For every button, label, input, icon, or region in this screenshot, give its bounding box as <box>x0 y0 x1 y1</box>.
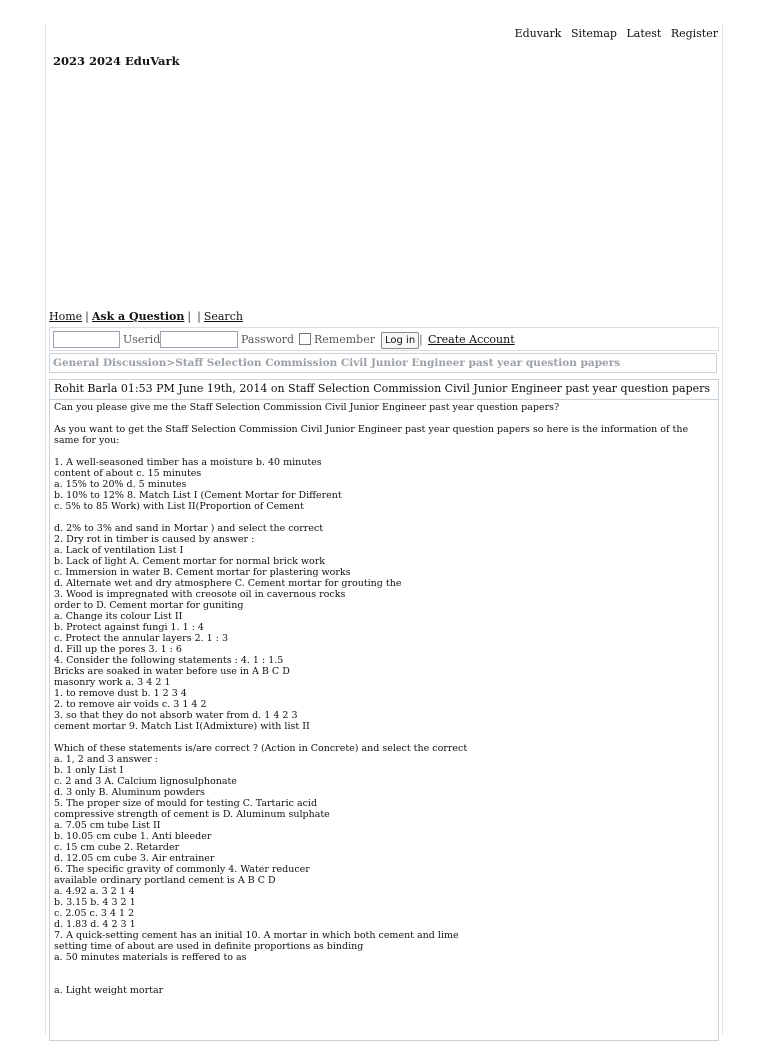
answer-line: a. Lack of ventilation List I <box>54 545 184 556</box>
answer-line: a. Light weight mortar <box>54 985 164 996</box>
top-link-sitemap[interactable]: Sitemap <box>570 27 617 40</box>
answer-line: Which of these statements is/are correct ? (Action in Concrete) and select the correct <box>54 743 468 754</box>
answer-line: b. 3.15 b. 4 3 2 1 <box>54 897 136 908</box>
nav-ask-question-link[interactable]: Ask a Question <box>91 310 185 323</box>
nav-separator: | <box>197 310 201 323</box>
answer-line: a. Change its colour List II <box>54 611 183 622</box>
answer-line: b. 10% to 12% 8. Match List I (Cement Mortar for Different <box>54 490 342 501</box>
answer-line: c. Protect the annular layers 2. 1 : 3 <box>54 633 229 644</box>
top-links <box>509 27 718 40</box>
login-bar <box>49 327 719 351</box>
userid-input[interactable] <box>53 331 120 348</box>
login-separator: | <box>419 333 423 346</box>
answer-line: a. 4.92 a. 3 2 1 4 <box>54 886 135 897</box>
answer-line: 4. Consider the following statements : 4. 1 : 1.5 <box>54 655 284 666</box>
answer-line: 5. The proper size of mould for testing C. Tartaric acid <box>54 798 318 809</box>
create-account-link[interactable]: Create Account <box>428 333 515 346</box>
answer-line: b. Protect against fungi 1. 1 : 4 <box>54 622 204 633</box>
post-answer-intro: As you want to get the Staff Selection Commission Civil Junior Engineer past year question papers so here is the information of the same for you: <box>54 424 689 446</box>
answer-line: c. 15 cm cube 2. Retarder <box>54 842 180 853</box>
main-nav <box>49 310 243 323</box>
answer-line: a. 50 minutes materials is reffered to as <box>54 952 247 963</box>
answer-line: 3. so that they do not absorb water from d. 1 4 2 3 <box>54 710 298 721</box>
password-label: Password <box>241 333 295 346</box>
answer-line: 7. A quick-setting cement has an initial 10. A mortar in which both cement and lime <box>54 930 459 941</box>
post <box>49 379 719 1041</box>
userid-label: Userid <box>123 333 161 346</box>
answer-line: cement mortar 9. Match List I(Admixture) with list II <box>54 721 310 732</box>
answer-block-2 <box>54 523 714 732</box>
breadcrumb-text[interactable]: General Discussion>Staff Selection Commission Civil Junior Engineer past year question papers <box>53 357 621 369</box>
nav-separator: | <box>187 310 192 323</box>
answer-line: a. 1, 2 and 3 answer : <box>54 754 158 765</box>
answer-line: compressive strength of cement is D. Aluminum sulphate <box>54 809 330 820</box>
answer-line: 1. to remove dust b. 1 2 3 4 <box>54 688 187 699</box>
answer-line: available ordinary portland cement is A B C D <box>54 875 276 886</box>
remember-checkbox[interactable] <box>299 333 311 345</box>
answer-line: content of about c. 15 minutes <box>54 468 202 479</box>
answer-line: masonry work a. 3 4 2 1 <box>54 677 171 688</box>
page-container <box>45 24 723 1034</box>
nav-separator: | <box>85 310 89 323</box>
remember-label: Remember <box>314 333 375 346</box>
answer-line: 2. to remove air voids c. 3 1 4 2 <box>54 699 207 710</box>
login-button[interactable]: Log in <box>381 332 419 349</box>
post-header: Rohit Barla 01:53 PM June 19th, 2014 on Staff Selection Commission Civil Junior Engineer past year question papers <box>50 380 718 400</box>
answer-line: d. 2% to 3% and sand in Mortar ) and select the correct <box>54 523 324 534</box>
answer-block-1 <box>54 457 714 512</box>
answer-line: d. 3 only B. Aluminum powders <box>54 787 205 798</box>
answer-line: c. 5% to 85 Work) with List II(Proportion of Cement <box>54 501 304 512</box>
site-brand: 2023 2024 EduVark <box>53 54 180 68</box>
breadcrumb <box>49 353 717 373</box>
top-link-register[interactable]: Register <box>670 27 718 40</box>
answer-line: c. 2.05 c. 3 4 1 2 <box>54 908 135 919</box>
answer-line: d. 1.83 d. 4 2 3 1 <box>54 919 136 930</box>
answer-line: order to D. Cement mortar for guniting <box>54 600 244 611</box>
answer-block-4 <box>54 985 714 996</box>
answer-line: b. Lack of light A. Cement mortar for normal brick work <box>54 556 326 567</box>
nav-home-link[interactable]: Home <box>49 310 83 323</box>
post-body <box>50 400 718 996</box>
answer-line: 2. Dry rot in timber is caused by answer : <box>54 534 255 545</box>
top-link-latest[interactable]: Latest <box>626 27 662 40</box>
post-question: Can you please give me the Staff Selection Commission Civil Junior Engineer past year question papers? <box>54 402 560 413</box>
answer-line: 1. A well-seasoned timber has a moisture b. 40 minutes <box>54 457 322 468</box>
answer-line: d. Alternate wet and dry atmosphere C. Cement mortar for grouting the <box>54 578 402 589</box>
answer-line: setting time of about are used in definite proportions as binding <box>54 941 364 952</box>
answer-line: c. Immersion in water B. Cement mortar for plastering works <box>54 567 351 578</box>
answer-line: c. 2 and 3 A. Calcium lignosulphonate <box>54 776 237 787</box>
password-input[interactable] <box>160 331 238 348</box>
answer-line: Bricks are soaked in water before use in A B C D <box>54 666 290 677</box>
answer-line: 3. Wood is impregnated with creosote oil in cavernous rocks <box>54 589 346 600</box>
answer-block-3 <box>54 743 714 963</box>
answer-line: b. 10.05 cm cube 1. Anti bleeder <box>54 831 212 842</box>
answer-line: a. 7.05 cm tube List II <box>54 820 161 831</box>
answer-line: d. Fill up the pores 3. 1 : 6 <box>54 644 182 655</box>
answer-line: a. 15% to 20% d. 5 minutes <box>54 479 187 490</box>
answer-line: d. 12.05 cm cube 3. Air entrainer <box>54 853 215 864</box>
top-link-eduvark[interactable]: Eduvark <box>514 27 562 40</box>
answer-line: 6. The specific gravity of commonly 4. Water reducer <box>54 864 310 875</box>
nav-search-link[interactable]: Search <box>203 310 243 323</box>
answer-line: b. 1 only List I <box>54 765 124 776</box>
